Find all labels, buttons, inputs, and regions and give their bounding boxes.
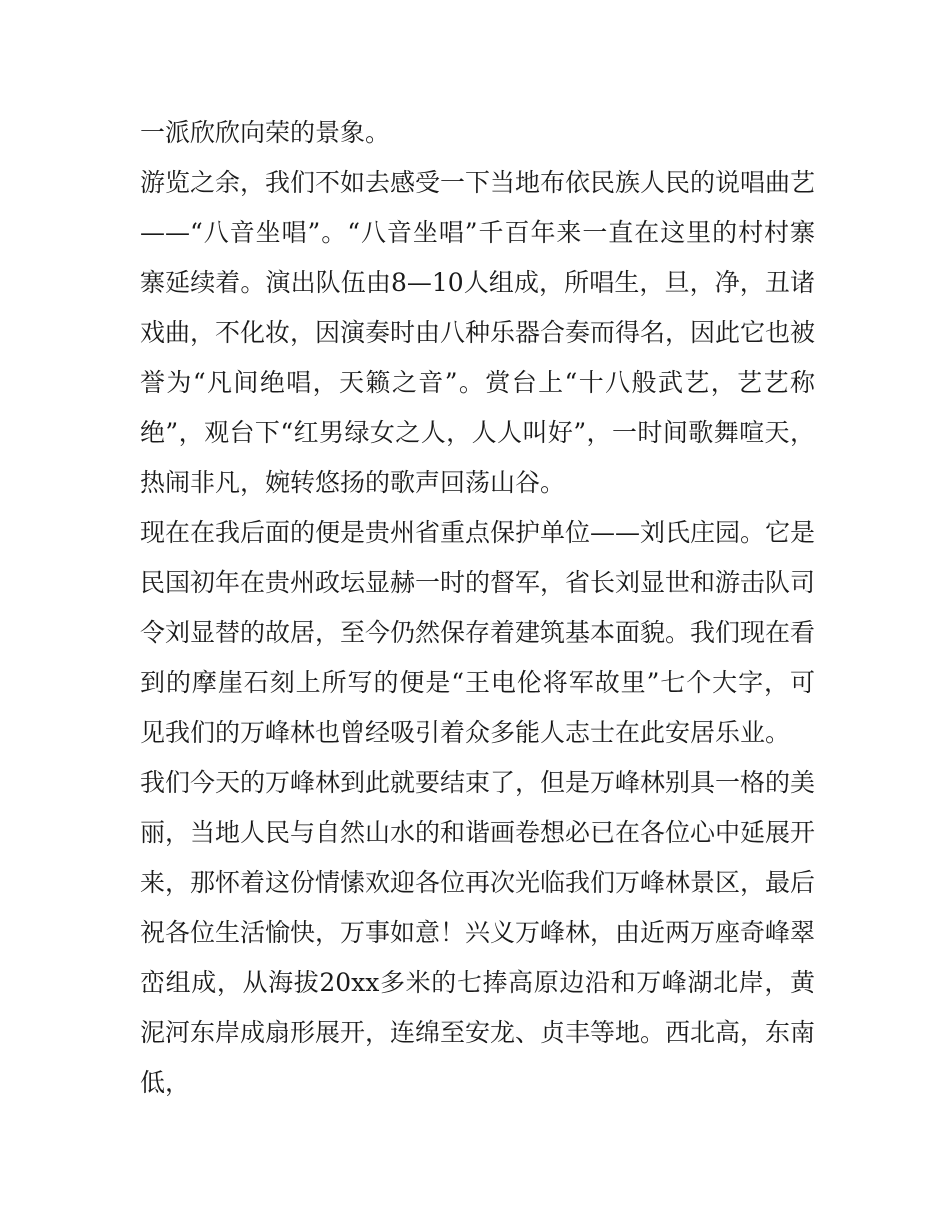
paragraph-1: 一派欣欣向荣的景象。 [140, 118, 391, 147]
body-text [140, 108, 815, 1108]
paragraph-4: 我们今天的万峰林到此就要结束了，但是万峰林别具一格的美丽，当地人民与自然山水的和谐画卷想必已在各位心中延展开来，那怀着这份情愫欢迎各位再次光临我们万峰林景区，最后祝各位生活愉快，万事如意！兴义万峰林，由近两万座奇峰翠峦组成，从海拔20xx多米的七捧高原边沿和万峰湖北岸，黄泥河东岸成扇形展开，连绵至安龙、贞丰等地。西北高，东南低， [140, 768, 816, 1097]
paragraph-2: 游览之余，我们不如去感受一下当地布依民族人民的说唱曲艺——“八音坐唱”。“八音坐唱”千百年来一直在这里的村村寨寨延续着。演出队伍由8—10人组成，所唱生，旦，净，丑诸戏曲，不化妆，因演奏时由八种乐器合奏而得名，因此它也被誉为“凡间绝唱，天籁之音”。赏台上“十八般武艺，艺艺称绝”，观台下“红男绿女之人，人人叫好”，一时间歌舞喧天，热闹非凡，婉转悠扬的歌声回荡山谷。 [140, 168, 816, 497]
paragraph-3: 现在在我后面的便是贵州省重点保护单位——刘氏庄园。它是民国初年在贵州政坛显赫一时的督军，省长刘显世和游击队司令刘显替的故居，至今仍然保存着建筑基本面貌。我们现在看到的摩崖石刻上所写的便是“王电伦将军故里”七个大字，可见我们的万峰林也曾经吸引着众多能人志士在此安居乐业。 [140, 518, 816, 747]
